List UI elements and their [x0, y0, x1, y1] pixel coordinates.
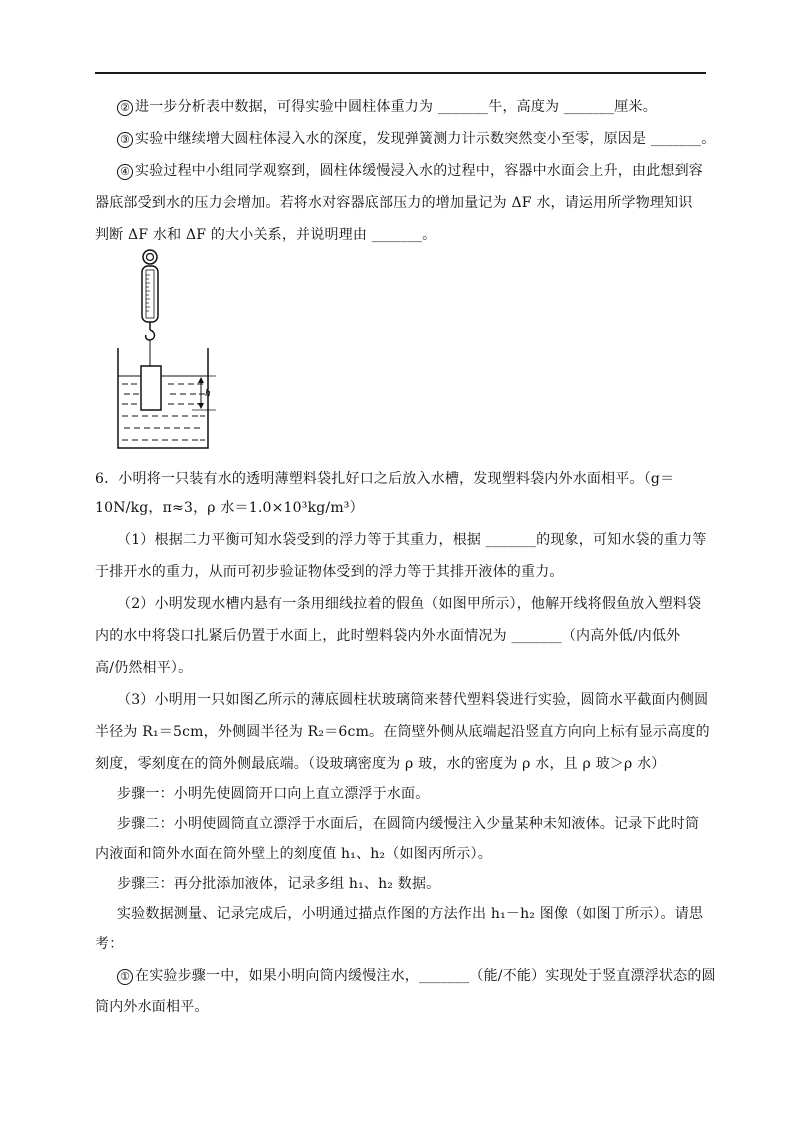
header-rule	[95, 72, 706, 74]
question-line: ② 进一步分析表中数据，可得实验中圆柱体重力为 _______牛，高度为 _______厘米。	[117, 97, 657, 117]
circled-number: ①	[117, 969, 133, 985]
question-line: 内液面和筒外水面在筒外壁上的刻度值 h₁、h₂（如图丙所示）。	[95, 846, 492, 862]
question-line: （2）小明发现水槽内悬有一条用细线拉着的假鱼（如图甲所示），他解开线将假鱼放入塑料袋	[117, 596, 702, 612]
question-line: 半径为 R₁＝5cm，外侧圆半径为 R₂＝6cm。在筒壁外侧从底端起沿竖直方向向上标有显示高度的	[95, 724, 710, 740]
question-line: 内的水中将袋口扎紧后仍置于水面上，此时塑料袋内外水面情况为 _______（内高外低/内低外	[95, 628, 681, 644]
question-line: ① 在实验步骤一中，如果小明向筒内缓慢注水，_______（能/不能）实现处于竖直漂浮状态的圆	[117, 966, 716, 986]
circled-number: ④	[117, 164, 133, 180]
question-line: 步骤二：小明使圆筒直立漂浮于水面后，在圆筒内缓慢注入少量某种未知液体。记录下此时筒	[117, 816, 700, 832]
question-line: 判断 ΔF 水和 ΔF 的大小关系，并说明理由 _______。	[95, 227, 437, 243]
question-line: 考：	[95, 936, 124, 952]
question-line: 器底部受到水的压力会增加。若将水对容器底部压力的增加量记为 ΔF 水，请运用所学物理知识	[95, 195, 693, 211]
question-line: 6．小明将一只装有水的透明薄塑料袋扎好口之后放入水槽，发现塑料袋内外水面相平。（g＝	[95, 471, 675, 487]
question-line: 于排开水的重力，从而可初步验证物体受到的浮力等于其排开液体的重力。	[95, 564, 564, 580]
spring-scale-figure	[112, 248, 222, 458]
question-line: 步骤一：小明先使圆筒开口向上直立漂浮于水面。	[117, 786, 430, 802]
question-line: ④ 实验过程中小组同学观察到，圆柱体缓慢浸入水的过程中，容器中水面会上升，由此想到容	[117, 161, 703, 181]
question-line: 筒内外水面相平。	[95, 999, 209, 1015]
question-line: 实验数据测量、记录完成后，小明通过描点作图的方法作出 h₁－h₂ 图像（如图丁所示）。请思	[117, 906, 704, 922]
circled-number: ③	[117, 132, 133, 148]
question-line: 刻度，零刻度在的筒外侧最底端。（设玻璃密度为 ρ 玻，水的密度为 ρ 水，且 ρ 玻＞ρ 水）	[95, 756, 666, 772]
question-line: （3）小明用一只如图乙所示的薄底圆柱状玻璃筒来替代塑料袋进行实验，圆筒水平截面内侧圆	[117, 692, 709, 708]
question-line: 步骤三：再分批添加液体，记录多组 h₁、h₂ 数据。	[117, 876, 441, 892]
circled-number: ②	[117, 100, 133, 116]
question-line: ③ 实验中继续增大圆柱体浸入水的深度，发现弹簧测力计示数突然变小至零，原因是 _______。	[117, 129, 715, 149]
question-line: 高/仍然相平）。	[95, 660, 193, 676]
question-line: 10N/kg，π≈3，ρ 水＝1.0×10³kg/m³）	[95, 500, 364, 516]
h-label: h	[205, 387, 211, 399]
spring-scale-diagram	[112, 248, 222, 454]
question-line: （1）根据二力平衡可知水袋受到的浮力等于其重力，根据 _______的现象，可知水袋的重力等	[117, 532, 707, 548]
